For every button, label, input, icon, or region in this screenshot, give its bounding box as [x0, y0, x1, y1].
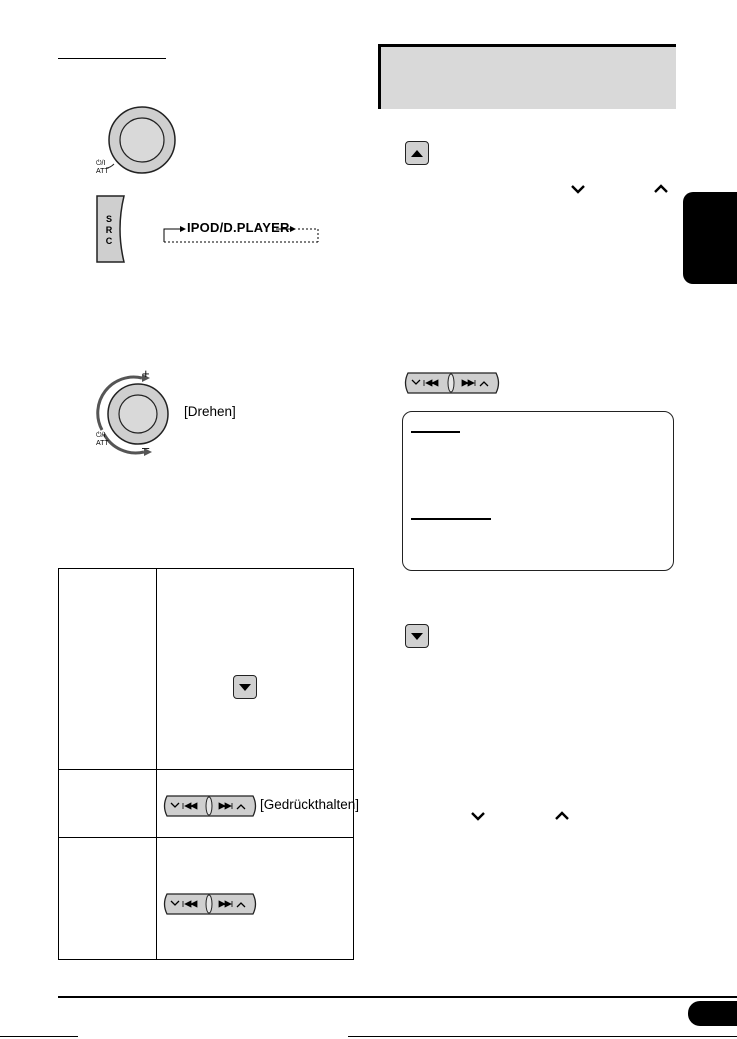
- note-subheading-rule: [411, 518, 491, 520]
- crop-mark: [348, 1036, 737, 1037]
- power-label: ⏻/I: [96, 160, 106, 167]
- power-label-2: ⏻/I: [96, 432, 106, 439]
- chevron-up-icon: [554, 810, 570, 822]
- language-tab: [683, 192, 737, 284]
- up-button[interactable]: [405, 141, 429, 165]
- triangle-down-icon: [411, 633, 423, 640]
- footer-rule: [58, 996, 737, 998]
- source-ipod-label: IPOD/D.PLAYER: [187, 220, 290, 235]
- skip-button[interactable]: [161, 893, 259, 915]
- skip-button-right[interactable]: [402, 372, 502, 394]
- att-label: ATT: [96, 168, 109, 175]
- skip-button-hold[interactable]: [161, 795, 259, 817]
- down-button-right[interactable]: [405, 624, 429, 648]
- note-box: [402, 411, 674, 571]
- chevron-up-icon: [653, 183, 669, 195]
- section-heading-box: [378, 44, 676, 109]
- crop-mark: [0, 1036, 78, 1037]
- section-rule: [58, 58, 166, 59]
- triangle-down-icon: [239, 684, 251, 691]
- down-button[interactable]: [233, 675, 257, 699]
- operation-table: [58, 568, 360, 960]
- volume-plus-label: +: [142, 366, 150, 381]
- chevron-down-icon: [470, 810, 486, 822]
- page-number-tab: [688, 1001, 737, 1026]
- turn-label: [Drehen]: [184, 404, 236, 419]
- chevron-down-icon: [570, 183, 586, 195]
- src-label: S R C: [105, 214, 113, 246]
- triangle-up-icon: [411, 150, 423, 157]
- volume-minus-label: –: [142, 440, 150, 455]
- att-label-2: ATT: [96, 440, 109, 447]
- note-heading-rule: [411, 431, 460, 433]
- press-and-hold-label: [Gedrückthalten]: [260, 797, 360, 812]
